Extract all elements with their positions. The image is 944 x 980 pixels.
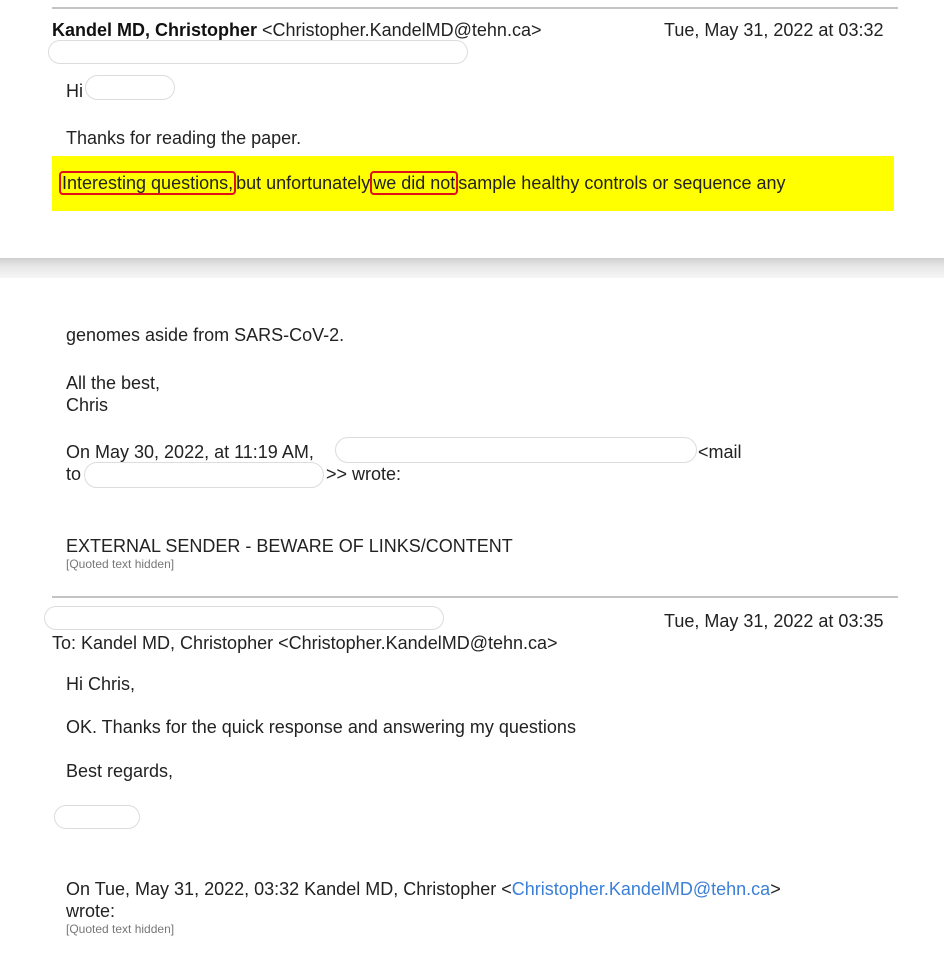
message2-greeting: Hi Chris,: [66, 674, 136, 694]
signature-line: Chris: [66, 395, 109, 415]
highlight-text-4: sample healthy controls or sequence any: [458, 173, 786, 193]
redacted-recipient: [48, 40, 468, 64]
redacted-quoted-sender: [335, 437, 697, 463]
quote-intro-line1: [66, 441, 314, 463]
message2-quote-intro: [66, 878, 781, 900]
message1-date: Tue, May 31, 2022 at 03:32: [664, 20, 884, 40]
greeting-line: [66, 80, 83, 102]
body-line-continuation: genomes aside from SARS-CoV-2.: [66, 325, 345, 345]
redacted-quoted-email: [84, 462, 324, 488]
message2-closing: Best regards,: [66, 761, 174, 781]
message2-divider: [52, 596, 898, 598]
redacted-signature-2: [54, 805, 140, 829]
quoted-text-hidden-1[interactable]: [Quoted text hidden]: [66, 557, 175, 571]
external-sender-warning: EXTERNAL SENDER - BEWARE OF LINKS/CONTENT: [66, 536, 513, 556]
top-divider: [52, 7, 898, 9]
closing-line: All the best,: [66, 373, 161, 393]
body-line-thanks: Thanks for reading the paper.: [66, 128, 302, 148]
highlight-text-2: but unfortunately: [236, 173, 371, 193]
screenshot-seam: [0, 258, 944, 278]
message1-sender[interactable]: [52, 19, 541, 41]
redacted-sender-2: [44, 606, 444, 630]
message2-date: Tue, May 31, 2022 at 03:35: [664, 611, 884, 631]
message2-body: OK. Thanks for the quick response and answering my questions: [66, 717, 576, 737]
quote-intro-date: On May 30, 2022, at 11:19 AM,: [66, 442, 314, 462]
message2-quote-wrote: wrote:: [66, 901, 116, 921]
annotation-box-interesting: Interesting questions,: [59, 171, 236, 195]
redacted-name: [85, 75, 175, 100]
quote-email-link[interactable]: Christopher.KandelMD@tehn.ca: [511, 879, 771, 899]
quote-prefix: On Tue, May 31, 2022, 03:32 Kandel MD, Christopher <: [66, 879, 512, 899]
greeting-text: Hi: [66, 81, 83, 101]
message2-to-line: To: Kandel MD, Christopher <Christopher.KandelMD@tehn.ca>: [52, 633, 558, 653]
annotation-box-we-did-not: we did not: [370, 171, 458, 195]
quote-suffix: >: [770, 879, 781, 899]
quote-intro-mail: <mail: [698, 442, 742, 462]
sender-name: Kandel MD, Christopher: [52, 20, 258, 40]
quote-intro-wrote: >> wrote:: [326, 464, 402, 484]
quoted-text-hidden-2[interactable]: [Quoted text hidden]: [66, 922, 175, 936]
quote-intro-to: to: [66, 464, 82, 484]
highlighted-text-line: [59, 172, 785, 194]
sender-email: <Christopher.KandelMD@tehn.ca>: [262, 20, 542, 40]
